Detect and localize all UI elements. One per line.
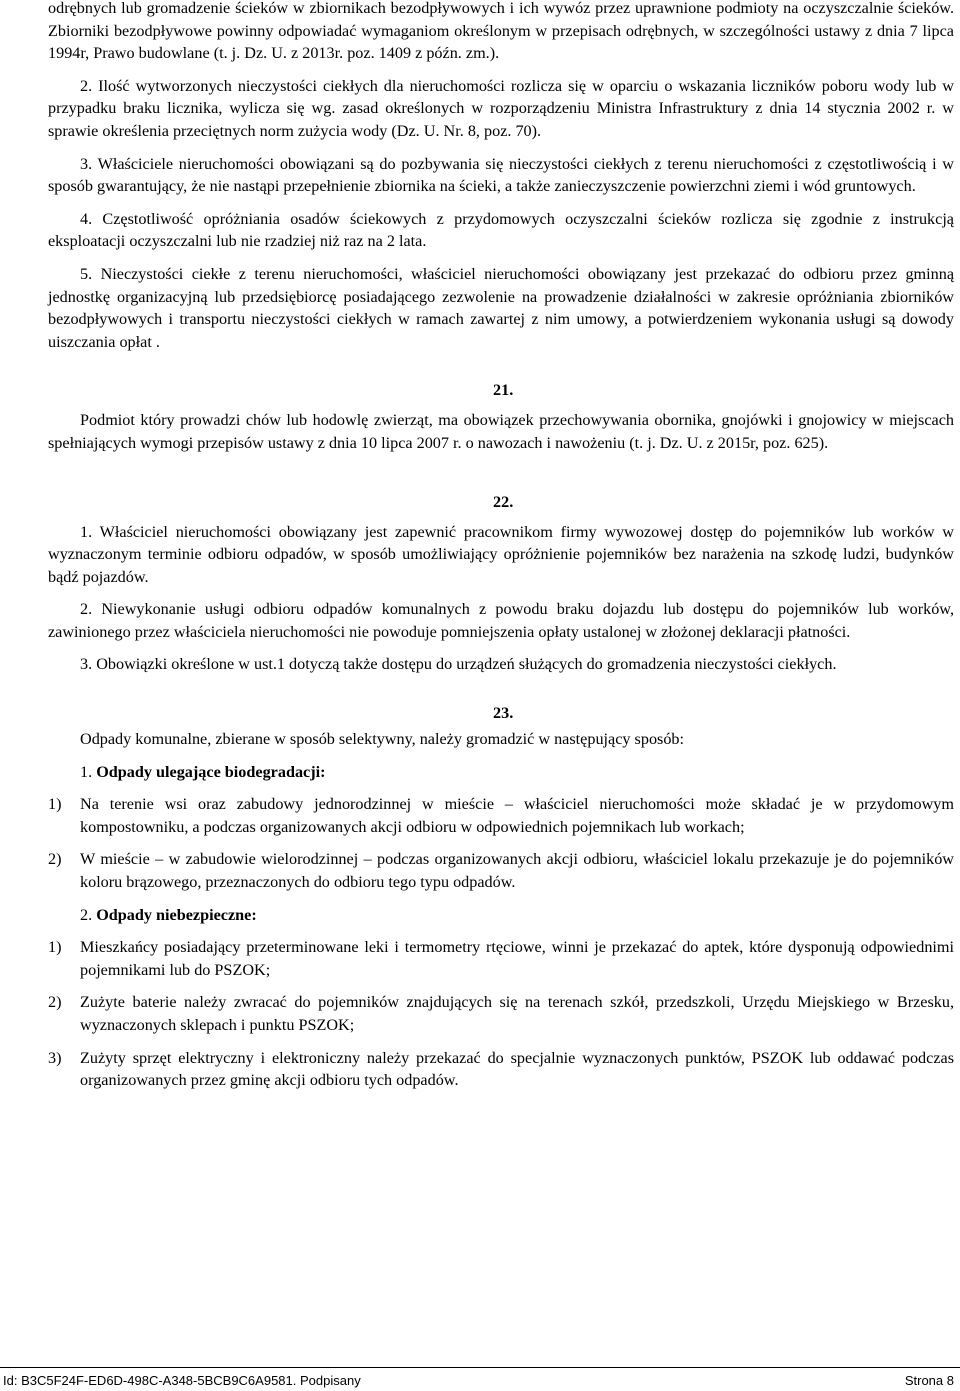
paragraph-20-2: 2. Ilość wytworzonych nieczystości ciekłych dla nieruchomości rozlicza się w oparciu o wskazania liczników poboru wody lub w przypadku braku licznika, wylicza się wg. zasad określonych w rozporządzeniu Ministra Infrastruktury z dnia 14 stycznia 2002 r. w sprawie określenia przeciętnych norm zużycia wody (Dz. U. Nr. 8, poz. 70). <box>48 76 954 140</box>
page-number: Strona 8 <box>904 1373 954 1388</box>
list-item-text: Mieszkańcy posiadający przeterminowane leki i termometry rtęciowe, winni je przekazać do aptek, które dysponują odpowiednimi pojemnikami lub do PSZOK; <box>80 938 954 979</box>
list-item-number: 3) <box>48 1048 62 1067</box>
paragraph-continued: odrębnych lub gromadzenie ścieków w zbiornikach bezodpływowych i ich wywóz przez uprawnione podmioty na oczyszczalnie ścieków. Zbiorniki bezodpływowe powinny odpowiadać wymaganiom określonym w przepisach odrębnych, w szczególności ustawy z dnia 7 lipca 1994r, Prawo budowlane (t. j. Dz. U. z 2013r. poz. 1409 z późn. zm.). <box>48 0 954 63</box>
document-id: Id: B3C5F24F-ED6D-498C-A348-5BCB9C6A9581. Podpisany <box>3 1373 361 1388</box>
category-2-title: Odpady niebezpieczne: <box>96 905 257 924</box>
paragraph-23-intro: Odpady komunalne, zbierane w sposób selektywny, należy gromadzić w następujący sposób: <box>80 730 685 749</box>
list-item <box>48 793 954 838</box>
category-1-number: 1. <box>80 762 93 781</box>
paragraph-22-2: 2. Niewykonanie usługi odbioru odpadów komunalnych z powodu braku dojazdu lub dostępu do pojemników lub worków, zawinionego przez właściciela nieruchomości nie powoduje pomniejszenia opłaty ustalonej w złożonej deklaracji płatności. <box>48 600 954 641</box>
paragraph-20-4: 4. Częstotliwość opróżniania osadów ściekowych z przydomowych oczyszczalni ścieków rozlicza się zgodnie z instrukcją eksploatacji oczyszczalni lub nie rzadziej niż raz na 2 lata. <box>48 209 954 251</box>
list-item <box>48 1047 954 1092</box>
list-item-text: Na terenie wsi oraz zabudowy jednorodzinnej w mieście – właściciel nieruchomości może składać je w przydomowym kompostowniku, a podczas organizowanych akcji odbioru w odpowiednich pojemnikach lub workach; <box>80 795 954 836</box>
category-2-heading <box>48 904 954 927</box>
list-item <box>48 848 954 893</box>
list-item-text: Zużyte baterie należy zwracać do pojemników znajdujących się na terenach szkół, przedszkoli, Urzędu Miejskiego w Brzesku, wyznaczonych sklepach i punktu PSZOK; <box>80 993 954 1034</box>
list-item <box>48 936 954 981</box>
list-item-text: W mieście – w zabudowie wielorodzinnej – podczas organizowanych akcji odbioru, właściciel lokalu przekazuje je do pojemników koloru brązowego, przeznaczonych do odbioru tego typu odpadów. <box>80 850 954 892</box>
paragraph-21: Podmiot który prowadzi chów lub hodowlę zwierząt, ma obowiązek przechowywania obornika, gnojówki i gnojowicy w miejscach spełniających wymogi przepisów ustawy z dnia 10 lipca 2007 r. o nawozach i nawożeniu (t. j. Dz. U. z 2015r, poz. 625). <box>48 411 954 452</box>
section-heading-22: 22. <box>493 492 514 511</box>
category-2-number: 2. <box>80 905 93 924</box>
paragraph-20-3: 3. Właściciele nieruchomości obowiązani są do pozbywania się nieczystości ciekłych z terenu nieruchomości z częstotliwością i w sposób gwarantujący, że nie nastąpi przepełnienie zbiornika na ścieki, a także zanieczyszczenie powierzchni ziemi i wód gruntowych. <box>48 154 954 196</box>
list-item-number: 2) <box>48 850 62 869</box>
list-item-text: Zużyty sprzęt elektryczny i elektroniczny należy przekazać do specjalnie wyznaczonych punktów, PSZOK lub oddawać podczas organizowanych przez gminę akcji odbioru tych odpadów. <box>80 1048 954 1090</box>
paragraph-22-3: 3. Obowiązki określone w ust.1 dotyczą także dostępu do urządzeń służących do gromadzenia nieczystości ciekłych. <box>80 655 837 674</box>
list-item-number: 2) <box>48 993 62 1012</box>
list-item-number: 1) <box>48 938 62 957</box>
list-item-number: 1) <box>48 795 62 814</box>
category-1-heading <box>48 761 954 784</box>
paragraph-22-1: 1. Właściciel nieruchomości obowiązany jest zapewnić pracownikom firmy wywozowej dostęp do pojemników lub worków w wyznaczonym terminie odbioru odpadów, w sposób umożliwiający opróżnienie pojemników bez narażenia na szkodę ludzi, budynków bądź pojazdów. <box>48 522 954 586</box>
document-body <box>48 0 954 1092</box>
section-heading-21: 21. <box>493 381 514 400</box>
category-1-title: Odpady ulegające biodegradacji: <box>96 762 326 781</box>
footer-divider <box>0 1367 960 1368</box>
section-heading-23: 23. <box>493 704 514 723</box>
paragraph-20-5: 5. Nieczystości ciekłe z terenu nieruchomości, właściciel nieruchomości obowiązany jest przekazać do odbioru przez gminną jednostkę organizacyjną lub przedsiębiorcę posiadającego zezwolenie na prowadzenie działalności w zakresie opróżniania zbiorników bezodpływowych i transportu nieczystości ciekłych w ramach zawartej z nim umowy, a potwierdzeniem wykonania usługi są dowody uiszczania opłat . <box>48 264 954 351</box>
page-footer <box>0 1371 960 1391</box>
list-item <box>48 991 954 1036</box>
